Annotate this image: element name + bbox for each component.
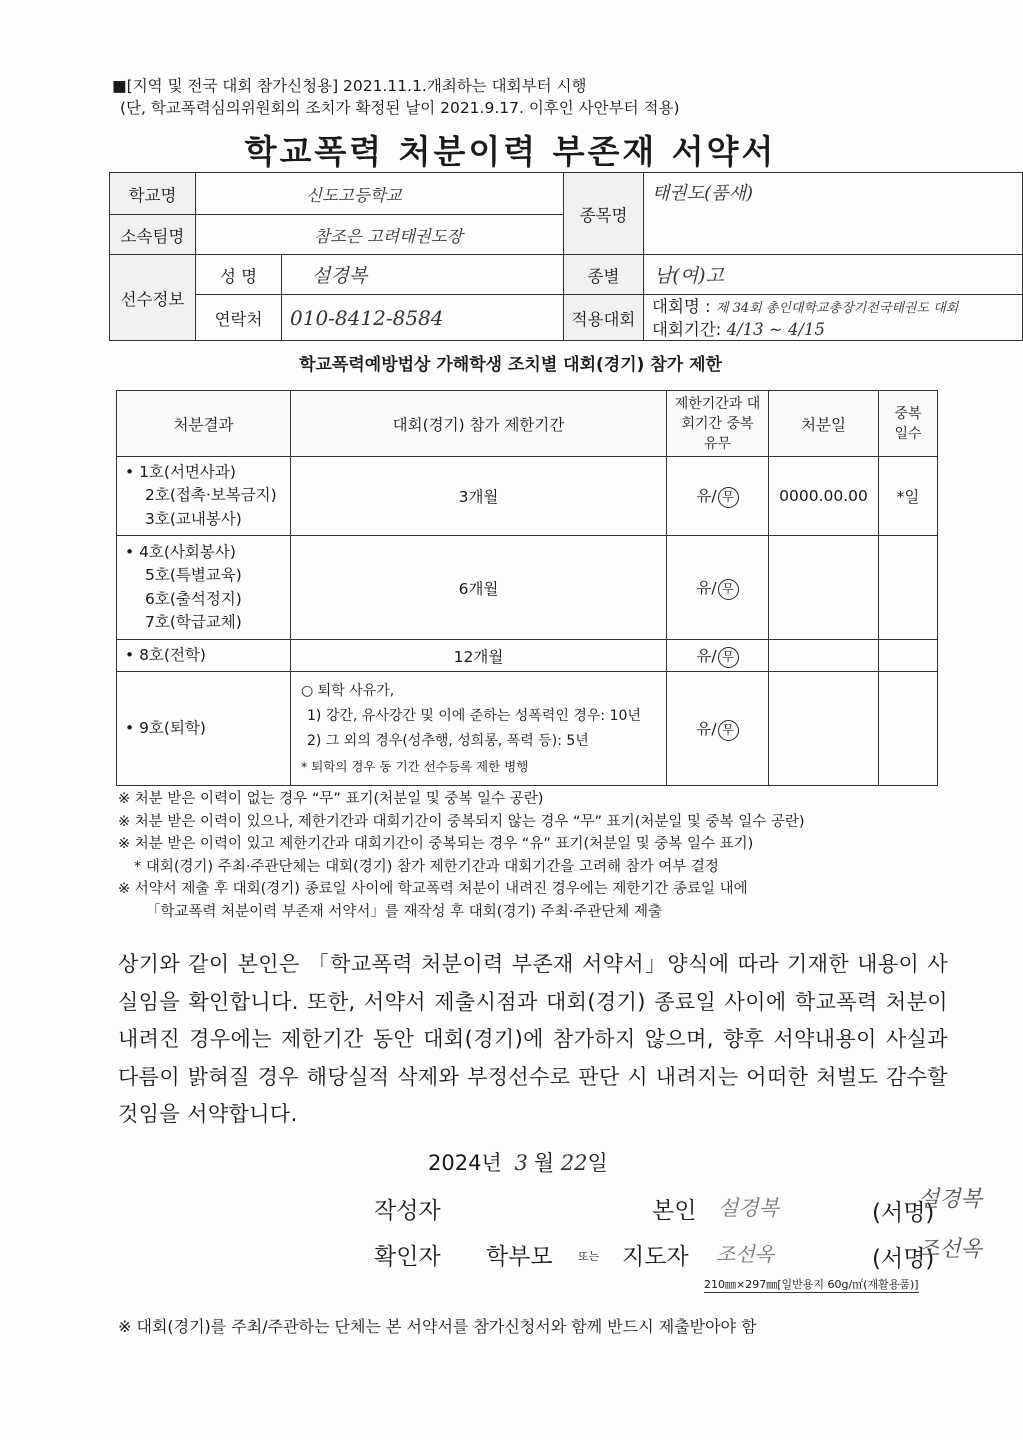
category-1: • 1호(서면사과) — [125, 462, 236, 481]
expulsion-reason-2: 2) 그 외의 경우(성추행, 성희롱, 폭력 등): 5년 — [307, 732, 589, 749]
self-signature: 설경복 — [918, 1187, 982, 1212]
table-row — [117, 640, 938, 672]
expulsion-reason-1: 1) 강간, 유사강간 및 이에 준하는 성폭력인 경우: 10년 — [307, 707, 641, 724]
table-row — [117, 672, 938, 786]
row4-categories — [117, 672, 291, 786]
team-field — [196, 215, 564, 255]
table-header-row — [117, 391, 938, 457]
overlap-circled-mark: 무 — [718, 487, 739, 508]
header-result: 처분결과 — [117, 391, 291, 457]
row4-overlap — [667, 672, 769, 786]
self-name: 설경복 — [718, 1196, 779, 1220]
section-title: 학교폭력예방법상 가해학생 조치별 대회(경기) 참가 제한 — [299, 355, 722, 375]
paper-spec: 210㎜×297㎜[일반용지 60g/㎡(재활용품)] — [704, 1278, 919, 1291]
note-6: 「학교폭력 처분이력 부존재 서약서」를 재작성 후 대회(경기) 주최·주관단체 제출 — [146, 903, 663, 920]
row2-period: 6개월 — [291, 536, 667, 640]
category-3: 3호(교내봉사) — [145, 509, 242, 528]
name-value: 설경복 — [312, 265, 368, 287]
date-year: 2024 — [428, 1151, 482, 1175]
row2-date — [769, 536, 879, 640]
note-3: ※ 처분 받은 이력이 있고 제한기간과 대회기간이 중복되는 경우 “유” 표기(처분일 및 중복 일수 표기) — [118, 836, 754, 852]
header-period: 대회(경기) 참가 제한기간 — [291, 391, 667, 457]
self-sign-label: (서명) — [872, 1200, 935, 1226]
name-field — [282, 255, 564, 295]
note-5: ※ 서약서 제출 후 대회(경기) 종료일 사이에 학교폭력 처분이 내려진 경우에는 제한기간 종료일 내에 — [118, 881, 748, 897]
contact-field — [282, 295, 564, 341]
event-label: 종목명 — [564, 173, 644, 255]
category-6: 6호(출석정지) — [145, 589, 242, 608]
row3-days — [879, 640, 938, 672]
category-2: 2호(접촉·보복금지) — [145, 486, 277, 505]
date-month: 3 — [514, 1151, 528, 1175]
header-date: 처분일 — [769, 391, 879, 457]
sign-date — [428, 1147, 608, 1177]
coach-signature: 조선옥 — [918, 1237, 982, 1262]
header-days: 중복 일수 — [879, 391, 938, 457]
gender-value: 남(여)고 — [654, 265, 724, 287]
contact-label: 연락처 — [196, 295, 282, 341]
table-row — [117, 536, 938, 640]
school-label: 학교명 — [110, 173, 196, 215]
row1-days: *일 — [879, 457, 938, 536]
document-title: 학교폭력 처분이력 부존재 서약서 — [244, 132, 777, 171]
pledge-text: 상기와 같이 본인은 「학교폭력 처분이력 부존재 서약서」양식에 따라 기재한 내용이 사실임을 확인합니다. 또한, 서약서 제출시점과 대회(경기) 종료일 사이에 학교폭력 처분이 내려진 경우에는 제한기간 동안 대회(경기)에 참가하지 않으며, 향후 서약내용이 사실과 다름이 밝혀질 경우 해당실적 삭제와 부정선수로 판단 시 내려지는 어떠한 처벌도 감수할 것임을 서약합니다. — [118, 952, 948, 1126]
header-notice-line2: (단, 학교폭력심의위원회의 조치가 확정된 날이 2021.9.17. 이후인 사안부터 적용) — [120, 99, 680, 117]
header-overlap: 제한기간과 대회기간 중복 유무 — [667, 391, 769, 457]
row4-period — [291, 672, 667, 786]
overlap-circled-mark: 무 — [718, 579, 739, 600]
row4-date — [769, 672, 879, 786]
row3-period: 12개월 — [291, 640, 667, 672]
notes-block — [118, 788, 805, 923]
or-label: 또는 — [578, 1250, 600, 1263]
category-7: 7호(학급교체) — [145, 613, 242, 631]
row3-categories — [117, 640, 291, 672]
expulsion-note: * 퇴학의 경우 동 기간 선수등록 제한 병행 — [301, 758, 529, 774]
meet-name-label: 대회명 : — [652, 296, 711, 316]
date-year-unit: 년 — [481, 1151, 502, 1175]
meet-name-value: 제 34회 총인대학교총장기전국태권도 대회 — [715, 300, 959, 316]
coach-sign-label: (서명) — [872, 1246, 935, 1272]
row1-date: 0000.00.00 — [769, 457, 879, 536]
row4-days — [879, 672, 938, 786]
table-row — [117, 457, 938, 536]
coach-name: 조선옥 — [716, 1242, 774, 1266]
expulsion-reason-heading: ○ 퇴학 사유가, — [301, 682, 395, 699]
category-4: • 4호(사회봉사) — [125, 542, 236, 561]
event-value: 태권도(품새) — [652, 183, 753, 204]
meet-field — [644, 295, 1023, 341]
note-2: ※ 처분 받은 이력이 있으나, 제한기간과 대회기간이 중복되지 않는 경우 “무” 표기(처분일 및 중복 일수 공란) — [118, 813, 805, 830]
date-day-unit: 일 — [587, 1151, 608, 1175]
school-value: 신도고등학교 — [306, 185, 402, 205]
meet-label: 적용대회 — [564, 295, 644, 341]
note-4: * 대회(경기) 주최·주관단체는 대회(경기) 참가 제한기간과 대회기간을 고려해 참가 여부 결정 — [134, 858, 719, 875]
overlap-circled-mark: 무 — [718, 647, 739, 668]
self-label: 본인 — [652, 1198, 697, 1224]
parent-label: 학부모 — [486, 1244, 553, 1270]
note-1: ※ 처분 받은 이력이 없는 경우 “무” 표기(처분일 및 중복 일수 공란) — [118, 791, 544, 807]
coach-label: 지도자 — [622, 1244, 689, 1270]
row1-categories — [117, 457, 291, 536]
row3-overlap — [667, 640, 769, 672]
overlap-prefix: 유/ — [696, 578, 717, 597]
category-8: • 8호(전학) — [125, 645, 206, 664]
event-field — [644, 173, 1023, 255]
date-month-unit: 월 — [533, 1151, 555, 1175]
header-notice-line1: ■[지역 및 전국 대회 참가신청용] 2021.11.1.개최하는 대회부터 시행 — [112, 77, 587, 95]
row2-days — [879, 536, 938, 640]
meet-period-label: 대회기간: — [652, 319, 722, 339]
confirm-label: 확인자 — [374, 1244, 441, 1270]
team-value: 참조은 고려태권도장 — [314, 226, 463, 246]
date-day: 22 — [560, 1151, 588, 1175]
school-field — [196, 173, 564, 215]
gender-label: 종별 — [564, 255, 644, 295]
gender-field — [644, 255, 1023, 295]
category-9: • 9호(퇴학) — [125, 718, 206, 737]
contact-value: 010-8412-8584 — [290, 305, 444, 330]
row1-period: 3개월 — [291, 457, 667, 536]
category-5: 5호(특별교육) — [145, 566, 242, 584]
team-label: 소속팀명 — [110, 215, 196, 255]
row2-overlap — [667, 536, 769, 640]
overlap-prefix: 유/ — [696, 487, 717, 505]
row2-categories — [117, 536, 291, 640]
overlap-circled-mark: 무 — [718, 720, 739, 741]
writer-label: 작성자 — [374, 1198, 441, 1224]
row3-date — [769, 640, 879, 672]
player-info-label: 선수정보 — [110, 255, 196, 341]
row1-overlap — [667, 457, 769, 536]
footer-note: ※ 대회(경기)를 주최/주관하는 단체는 본 서약서를 참가신청서와 함께 반드시 제출받아야 함 — [118, 1317, 757, 1336]
name-label: 성 명 — [196, 255, 282, 295]
info-table — [109, 172, 1023, 341]
overlap-prefix: 유/ — [696, 646, 717, 665]
meet-period-value: 4/13 ~ 4/15 — [726, 319, 825, 339]
disposition-table — [116, 390, 938, 786]
overlap-prefix: 유/ — [696, 719, 717, 738]
